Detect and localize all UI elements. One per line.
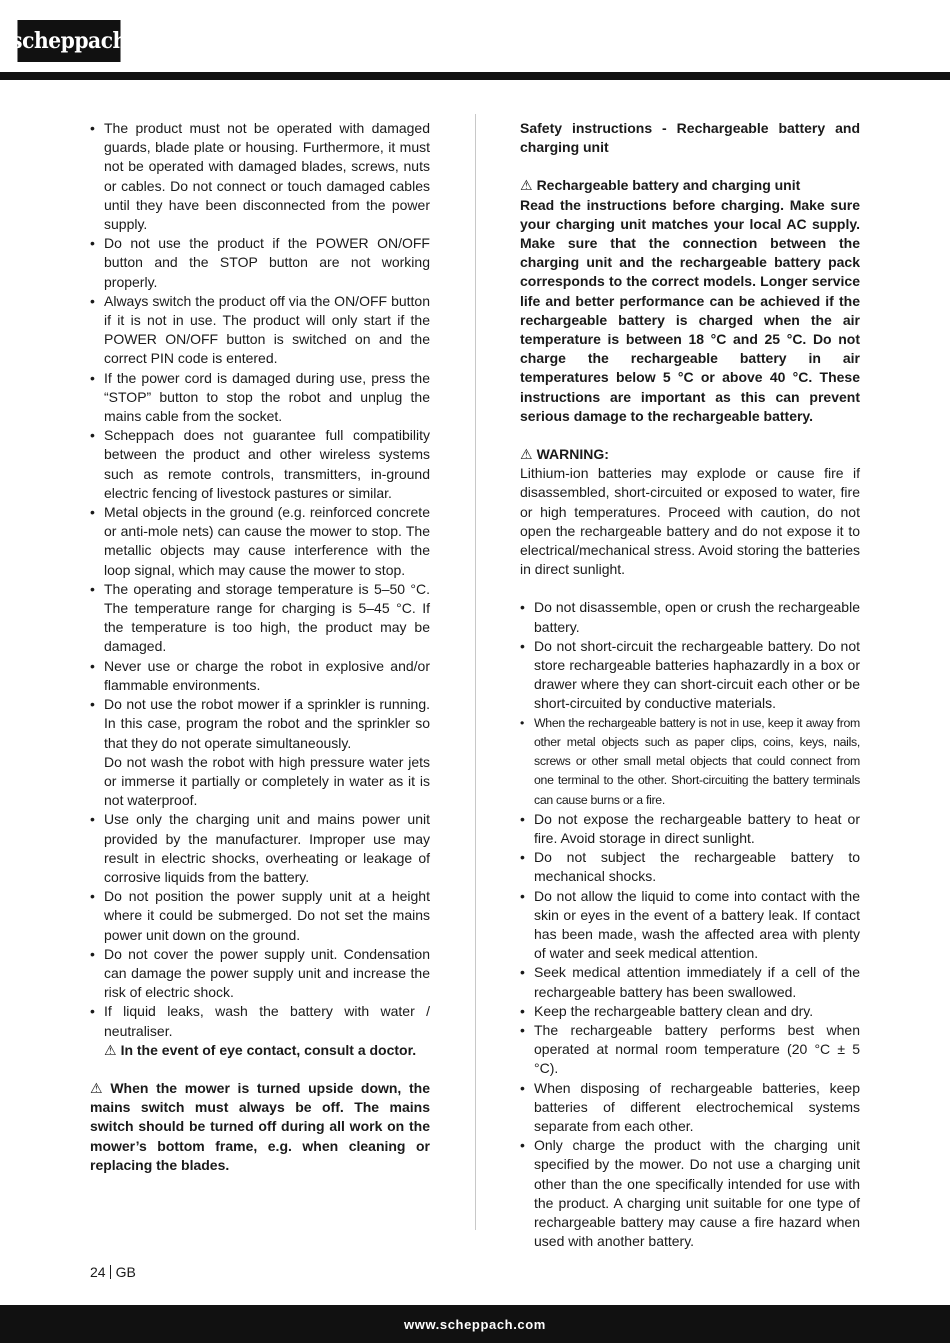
list-item: • Do not subject the rechargeable battery to mechanical shocks.: [520, 848, 860, 886]
list-item: • Seek medical attention immediately if a cell of the rechargeable battery has been swallowed.: [520, 963, 860, 1001]
list-item: • Do not disassemble, open or crush the rechargeable battery.: [520, 598, 860, 636]
scheppach-logo: scheppach: [17, 20, 120, 62]
footer-url[interactable]: www.scheppach.com: [404, 1316, 546, 1332]
warning-heading: ⚠ WARNING:: [520, 446, 609, 463]
footer-bar: [0, 1305, 950, 1343]
column-divider: [475, 114, 476, 1230]
left-column: [90, 119, 430, 1175]
list-item: • Do not short-circuit the rechargeable battery. Do not store rechargeable batteries haphazardly in a box or drawer where they can short-circuit each other or be short-circuited by conductive materials.: [520, 637, 860, 714]
warning-triangle-icon: ⚠: [520, 177, 533, 194]
list-item: • Metal objects in the ground (e.g. reinforced concrete or anti-mole nets) can cause the mower to stop. The metallic objects may cause interference with the loop signal, which may cause the mower to stop.: [90, 503, 430, 580]
list-item: • Do not allow the liquid to come into contact with the skin or eyes in the event of a battery leak. If contact has been made, wash the affected area with plenty of water and seek medical attention.: [520, 887, 860, 964]
eye-contact-warning: ⚠ In the event of eye contact, consult a doctor.: [104, 1041, 417, 1058]
list-item: • Scheppach does not guarantee full compatibility between the product and other wireless systems such as remote controls, transmitters, in-ground electric fencing of livestock pastures or similar.: [90, 426, 430, 503]
list-item: • If liquid leaks, wash the battery with water / neutraliser.: [90, 1002, 430, 1040]
list-item: • The rechargeable battery performs best when operated at normal room temperature (20 °C ± 5 °C).: [520, 1021, 860, 1079]
list-item: • The operating and storage temperature is 5–50 °C. The temperature range for charging is 5–45 °C. If the temperature is too high, the product may be damaged.: [90, 580, 430, 657]
list-item: • Always switch the product off via the ON/OFF button if it is not in use. The product will only start if the POWER ON/OFF button is switched on and the correct PIN code is entered.: [90, 292, 430, 369]
sub-heading: ⚠ Rechargeable battery and charging unit: [520, 177, 801, 194]
charging-instructions: Read the instructions before charging. Make sure your charging unit matches your local AC supply. Make sure that the connection between the charging unit and the rechargeable battery pack corresponds to the correct models. Longer service life and better performance can be achieved if the rechargeable battery is charged when the air temperature is between 18 °C and 25 °C. Do not charge the rechargeable battery in air temperatures below 5 °C or above 40 °C. These instructions are important as this can prevent serious damage to the rechargeable battery.: [520, 196, 860, 424]
warning-triangle-icon: ⚠: [104, 1041, 117, 1058]
list-item: • Do not cover the power supply unit. Condensation can damage the power supply unit and increase the risk of electric shock.: [90, 945, 430, 1003]
warning-triangle-icon: ⚠: [90, 1079, 107, 1096]
list-item: • Do not use the product if the POWER ON/OFF button and the STOP button are not working properly.: [90, 234, 430, 292]
list-item: • Keep the rechargeable battery clean and dry.: [520, 1002, 860, 1021]
right-column: [520, 119, 860, 1251]
right-bullet-list: [520, 598, 860, 1251]
warning-text: Lithium-ion batteries may explode or cause fire if disassembled, short-circuited or exposed to water, fire or high temperatures. Proceed with caution, do not open the rechargeable battery and do not expose it to electrical/mechanical stress. Avoid storing the batteries in direct sunlight.: [520, 465, 860, 578]
list-item: • Never use or charge the robot in explosive and/or flammable environments.: [90, 657, 430, 695]
list-item: • Do not position the power supply unit at a height where it could be submerged. Do not set the mains power unit down on the ground.: [90, 887, 430, 945]
list-item: • Use only the charging unit and mains power unit provided by the manufacturer. Improper use may result in electric shocks, overheating or leakage of corrosive liquids from the battery.: [90, 810, 430, 887]
list-item: • If the power cord is damaged during use, press the “STOP” button to stop the robot and unplug the mains cable from the socket.: [90, 369, 430, 427]
mower-upside-down-warning: ⚠ When the mower is turned upside down, the mains switch must always be off. The mains switch should be turned off during all work on the mower’s bottom frame, e.g. when cleaning or replacing the blades.: [90, 1079, 430, 1173]
left-bullet-list-2: [90, 810, 430, 1040]
section-title: Safety instructions - Rechargeable battery and charging unit: [520, 120, 860, 156]
page-number: 24 GB: [90, 1264, 136, 1280]
list-item-continuation: Do not wash the robot with high pressure water jets or immerse it partially or completely in water as it is not waterproof.: [104, 753, 430, 809]
list-item: • Do not expose the rechargeable battery to heat or fire. Avoid storage in direct sunlight.: [520, 810, 860, 848]
header-rule: [0, 72, 950, 80]
list-item: • Only charge the product with the charging unit specified by the mower. Do not use a charging unit other than the one specifically intended for use with the product. A charging unit suitable for one type of rechargeable battery may cause a fire hazard when used with another battery.: [520, 1136, 860, 1251]
list-item: • Do not use the robot mower if a sprinkler is running. In this case, program the robot and the sprinkler so that they do not operate simultaneously.: [90, 695, 430, 753]
list-item: • When the rechargeable battery is not in use, keep it away from other metal objects such as paper clips, coins, keys, nails, screws or other small metal objects that could connect from one terminal to the other. Short-circuiting the battery terminals can cause burns or a fire.: [520, 714, 860, 810]
left-bullet-list: [90, 119, 430, 753]
list-item: • The product must not be operated with damaged guards, blade plate or housing. Furthermore, it must not be operated with damaged blades, screws, nuts or cables. Do not connect or touch damaged cables until they have been disconnected from the power supply.: [90, 119, 430, 234]
list-item: • When disposing of rechargeable batteries, keep batteries of different electrochemical systems separate from each other.: [520, 1079, 860, 1137]
warning-triangle-icon: ⚠: [520, 446, 533, 463]
